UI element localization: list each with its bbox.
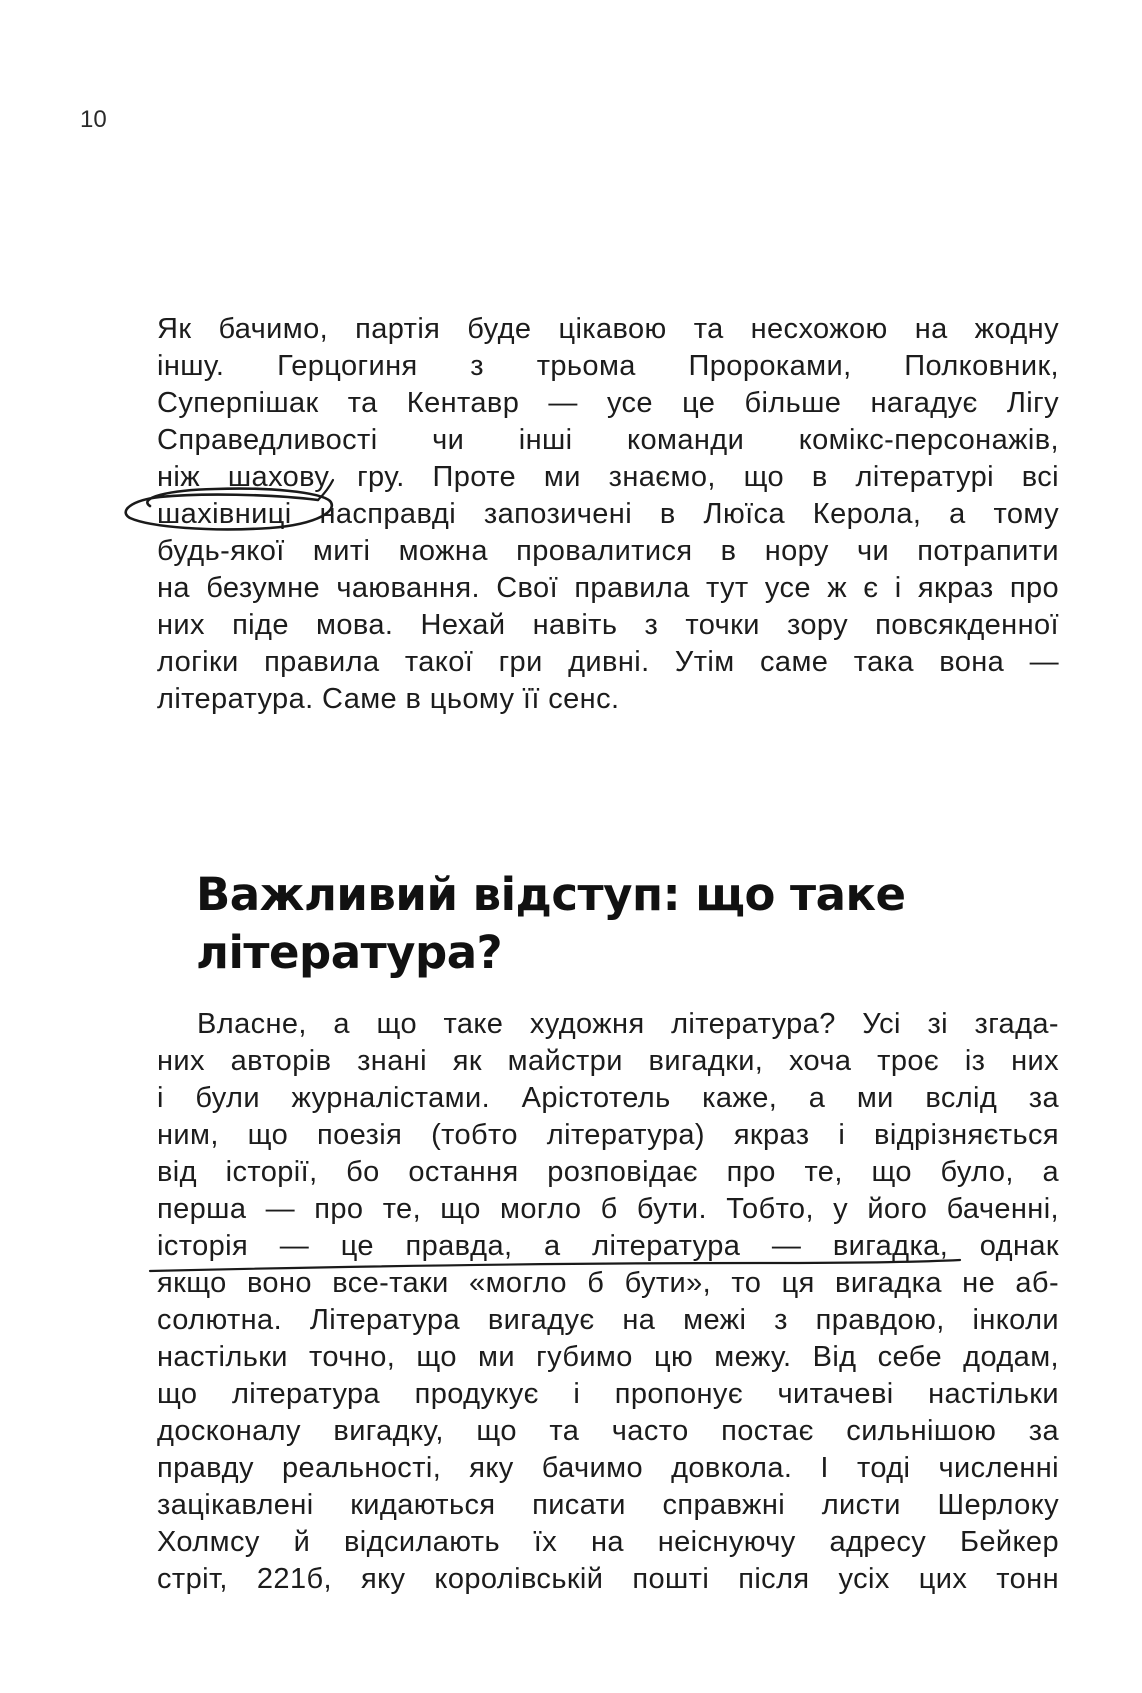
section-heading xyxy=(196,866,1056,982)
text-line: Холмсу й відсилають їх на неіснуючу адресу Бейкер xyxy=(157,1526,1059,1558)
text-line: Справедливості чи інші команди комікс-персонажів, xyxy=(157,424,1059,456)
text-line: правду реальності, яку бачимо довкола. І тоді численні xyxy=(157,1452,1059,1484)
text-line: солютна. Література вигадує на межі з правдою, інколи xyxy=(157,1304,1059,1336)
text-line: що література продукує і пропонує читачеві настільки xyxy=(157,1378,1059,1410)
text-line: будь-якої миті можна провалитися в нору чи потрапити xyxy=(157,535,1059,567)
body-paragraph-2 xyxy=(157,1006,1059,1598)
text-line: якщо воно все-таки «могло б бути», то ця вигадка не аб- xyxy=(157,1267,1059,1299)
text-line: них авторів знані як майстри вигадки, хоча троє із них xyxy=(157,1045,1059,1077)
text-line: перша — про те, що могло б бути. Тобто, у його баченні, xyxy=(157,1193,1059,1225)
body-paragraph-1 xyxy=(157,311,1059,718)
text-line: на безумне чаювання. Свої правила тут усе ж є і якраз про xyxy=(157,572,1059,604)
heading-line: література? xyxy=(196,926,503,979)
text-line: них піде мова. Нехай навіть з точки зору повсякденної xyxy=(157,609,1059,641)
text-line: ніж шахову гру. Проте ми знаємо, що в літературі всі xyxy=(157,461,1059,493)
text-line: література. Саме в цьому її сенс. xyxy=(157,683,620,715)
text-line: і були журналістами. Арістотель каже, а ми вслід за xyxy=(157,1082,1059,1114)
heading-line: Важливий відступ: що таке xyxy=(196,868,906,921)
text-line: стріт, 221б, яку королівській пошті після усіх цих тонн xyxy=(157,1563,1059,1595)
text-line: ним, що поезія (тобто література) якраз і відрізняється xyxy=(157,1119,1059,1151)
text-line: настільки точно, що ми губимо цю межу. Від себе додам, xyxy=(157,1341,1059,1373)
page-number: 10 xyxy=(80,106,107,133)
text-line: досконалу вигадку, що та часто постає сильнішою за xyxy=(157,1415,1059,1447)
text-line: Власне, а що таке художня література? Усі зі згада- xyxy=(197,1008,1059,1040)
text-line: Суперпішак та Кентавр — усе це більше нагадує Лігу xyxy=(157,387,1059,419)
text-line: шахівниці насправді запозичені в Люїса Керола, а тому xyxy=(157,498,1059,530)
text-line: іншу. Герцогиня з трьома Пророками, Полковник, xyxy=(157,350,1059,382)
text-line: від історії, бо остання розповідає про те, що було, а xyxy=(157,1156,1059,1188)
text-line: Як бачимо, партія буде цікавою та несхожою на жодну xyxy=(157,313,1059,345)
text-line: зацікавлені кидаються писати справжні листи Шерлоку xyxy=(157,1489,1059,1521)
text-line: історія — це правда, а література — вигадка, однак xyxy=(157,1230,1059,1262)
text-line: логіки правила такої гри дивні. Утім саме така вона — xyxy=(157,646,1059,678)
